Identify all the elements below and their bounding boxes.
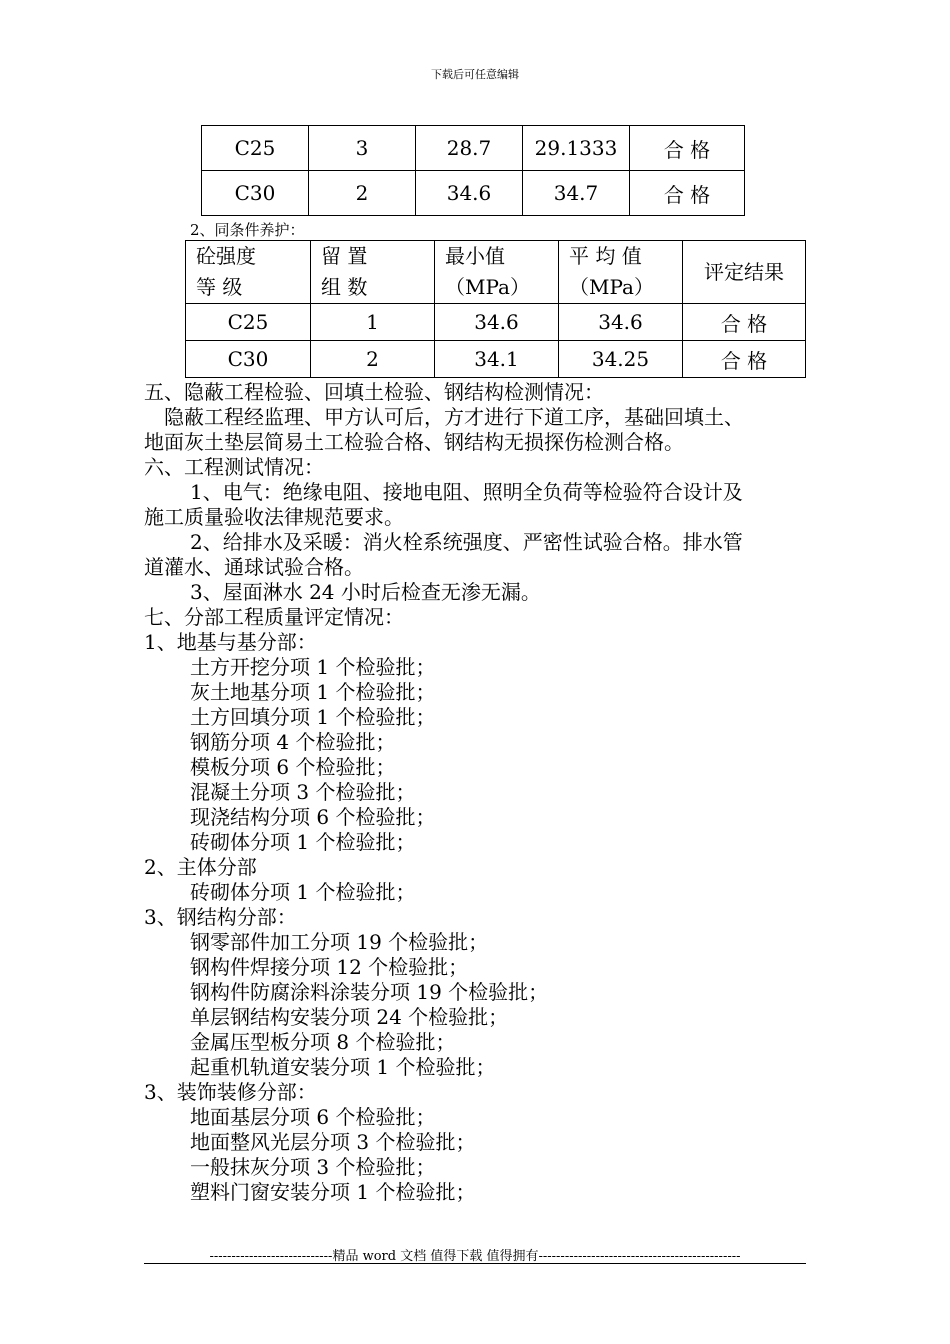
header-line: （MPa） bbox=[569, 275, 654, 299]
text-line: 钢构件焊接分项 12 个检验批； bbox=[190, 955, 469, 979]
table-cell: 29.1333 bbox=[523, 126, 630, 171]
text-line: 一般抹灰分项 3 个检验批； bbox=[190, 1155, 436, 1179]
text-line: 施工质量验收法律规范要求。 bbox=[144, 505, 404, 529]
header-line: （MPa） bbox=[445, 275, 530, 299]
table-cell: 合 格 bbox=[683, 341, 806, 378]
table-header-cell bbox=[186, 241, 311, 304]
table-cell: C25 bbox=[186, 304, 311, 341]
header-line: 最小值 bbox=[445, 244, 505, 268]
text-line: 灰土地基分项 1 个检验批； bbox=[190, 680, 436, 704]
text-line: 六、工程测试情况： bbox=[144, 455, 324, 479]
text-line: 现浇结构分项 6 个检验批； bbox=[190, 805, 436, 829]
table-row bbox=[202, 171, 745, 216]
table-cell: 合 格 bbox=[630, 171, 745, 216]
text-line: 砖砌体分项 1 个检验批； bbox=[190, 880, 416, 904]
header-line: 组 数 bbox=[321, 275, 368, 299]
text-line: 钢筋分项 4 个检验批； bbox=[190, 730, 396, 754]
header-line: 平 均 值 bbox=[569, 244, 642, 268]
text-line: 2、给排水及采暖：消火栓系统强度、严密性试验合格。排水管 bbox=[190, 530, 743, 554]
table-cell: 34.25 bbox=[559, 341, 683, 378]
table-header-cell bbox=[311, 241, 435, 304]
text-line: 2、主体分部 bbox=[144, 855, 257, 879]
table-row bbox=[186, 304, 806, 341]
table-row bbox=[202, 126, 745, 171]
section-label-same-condition: 2、同条件养护： bbox=[190, 221, 305, 239]
text-line: 七、分部工程质量评定情况： bbox=[144, 605, 404, 629]
text-line: 土方开挖分项 1 个检验批； bbox=[190, 655, 436, 679]
page-footer: ----------------------------精品 word 文档 值得下载 值得拥有---------------------------------------------- bbox=[209, 1249, 741, 1264]
table-cell: C25 bbox=[202, 126, 309, 171]
table-cell: C30 bbox=[202, 171, 309, 216]
table-cell: 2 bbox=[309, 171, 416, 216]
table-cell: 34.1 bbox=[435, 341, 559, 378]
header-line: 砼强度 bbox=[196, 244, 256, 268]
strength-table-same-condition bbox=[185, 240, 806, 378]
text-line: 起重机轨道安装分项 1 个检验批； bbox=[190, 1055, 496, 1079]
table-header-cell bbox=[559, 241, 683, 304]
text-line: 塑料门窗安装分项 1 个检验批； bbox=[190, 1180, 476, 1204]
page-header: 下载后可任意编辑 bbox=[431, 68, 519, 81]
table-cell: C30 bbox=[186, 341, 311, 378]
header-line: 留 置 bbox=[321, 244, 368, 268]
text-line: 砖砌体分项 1 个检验批； bbox=[190, 830, 416, 854]
table-header-row bbox=[186, 241, 806, 304]
text-line: 隐蔽工程经监理、甲方认可后，方才进行下道工序，基础回填土、 bbox=[164, 405, 744, 429]
text-line: 地面整风光层分项 3 个检验批； bbox=[190, 1130, 476, 1154]
text-line: 单层钢结构安装分项 24 个检验批； bbox=[190, 1005, 509, 1029]
text-line: 混凝土分项 3 个检验批； bbox=[190, 780, 416, 804]
text-line: 土方回填分项 1 个检验批； bbox=[190, 705, 436, 729]
strength-table-standard bbox=[201, 125, 745, 216]
table-cell: 1 bbox=[311, 304, 435, 341]
table-header-cell bbox=[435, 241, 559, 304]
table-cell: 34.6 bbox=[435, 304, 559, 341]
table-row bbox=[186, 341, 806, 378]
text-line: 模板分项 6 个检验批； bbox=[190, 755, 396, 779]
text-line: 钢构件防腐涂料涂装分项 19 个检验批； bbox=[190, 980, 549, 1004]
text-line: 钢零部件加工分项 19 个检验批； bbox=[190, 930, 489, 954]
text-line: 地面基层分项 6 个检验批； bbox=[190, 1105, 436, 1129]
table-cell: 34.6 bbox=[416, 171, 523, 216]
text-line: 3、钢结构分部： bbox=[144, 905, 297, 929]
text-line: 3、装饰装修分部： bbox=[144, 1080, 317, 1104]
text-line: 地面灰土垫层简易土工检验合格、钢结构无损探伤检测合格。 bbox=[144, 430, 684, 454]
table-cell: 28.7 bbox=[416, 126, 523, 171]
table-cell: 3 bbox=[309, 126, 416, 171]
text-line: 五、隐蔽工程检验、回填土检验、钢结构检测情况： bbox=[144, 380, 604, 404]
footer-rule bbox=[144, 1263, 806, 1264]
table-cell: 2 bbox=[311, 341, 435, 378]
text-line: 1、电气：绝缘电阻、接地电阻、照明全负荷等检验符合设计及 bbox=[190, 480, 743, 504]
text-line: 金属压型板分项 8 个检验批； bbox=[190, 1030, 456, 1054]
text-line: 1、地基与基分部： bbox=[144, 630, 317, 654]
text-line: 道灌水、通球试验合格。 bbox=[144, 555, 364, 579]
table-cell: 合 格 bbox=[630, 126, 745, 171]
table-header-cell bbox=[683, 241, 806, 304]
table-cell: 合 格 bbox=[683, 304, 806, 341]
document-body bbox=[144, 380, 824, 1205]
table-cell: 34.6 bbox=[559, 304, 683, 341]
table-cell: 34.7 bbox=[523, 171, 630, 216]
header-line: 评定结果 bbox=[704, 259, 784, 284]
text-line: 3、屋面淋水 24 小时后检查无渗无漏。 bbox=[190, 580, 541, 604]
header-line: 等 级 bbox=[196, 275, 243, 299]
